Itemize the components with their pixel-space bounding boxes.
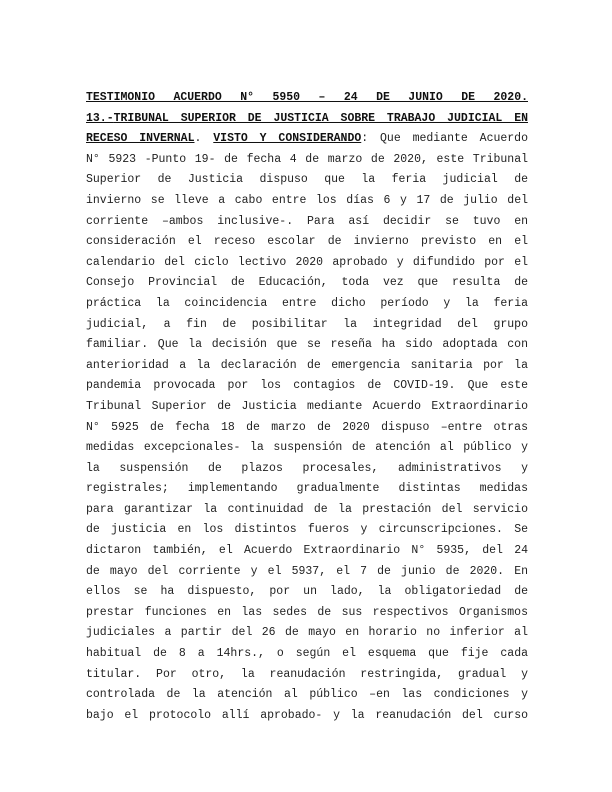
body-line: práctica la coincidencia entre dicho período y la feria [86, 296, 528, 310]
body-line: la suspensión de plazos procesales, administrativos y [86, 461, 528, 475]
body-line: ellos se ha dispuesto, por un lado, la obligatoriedad de [86, 585, 528, 599]
title-separator: . [194, 132, 214, 146]
body-line: pandemia provocada por los contagios de COVID-19. Que este [86, 379, 528, 393]
body-line: calendario del ciclo lectivo 2020 aprobado y difundido por el [86, 255, 528, 269]
visto-text: : Que mediante Acuerdo [361, 132, 528, 146]
agreement-title: TESTIMONIO ACUERDO N° 5950 – 24 DE JUNIO DE 2020. [86, 91, 528, 104]
body-line: dictaron también, el Acuerdo Extraordinario N° 5935, del 24 [86, 544, 528, 558]
body-line: invierno se lleve a cabo entre los días 6 y 17 de julio del [86, 193, 528, 207]
body-line: Tribunal Superior de Justicia mediante Acuerdo Extraordinario [86, 399, 528, 413]
body-line: habitual de 8 a 14hrs., o según el esquema que fije cada [86, 647, 528, 661]
body-line: bajo el protocolo allí aprobado- y la reanudación del curso [86, 708, 528, 722]
body-text [86, 150, 528, 727]
item-subject: TRIBUNAL SUPERIOR DE JUSTICIA SOBRE TRABAJO JUDICIAL EN [113, 111, 528, 125]
body-line: anterioridad a la declaración de emergencia sanitaria por la [86, 358, 528, 372]
item-number: 13.- [86, 111, 114, 125]
body-line: judicial, a fin de posibilitar la integridad del grupo [86, 317, 528, 331]
body-line: para garantizar la continuidad de la prestación del servicio [86, 502, 528, 516]
body-line: N° 5923 -Punto 19- de fecha 4 de marzo de 2020, este Tribunal [86, 152, 528, 166]
body-line: Consejo Provincial de Educación, toda vez que resulta de [86, 276, 528, 290]
title-line-1 [86, 88, 528, 109]
body-line: N° 5925 de fecha 18 de marzo de 2020 dispuso –entre otras [86, 420, 528, 434]
body-line: familiar. Que la decisión que se reseña ha sido adoptada con [86, 338, 528, 352]
body-line: consideración el receso escolar de invierno previsto en el [86, 235, 528, 249]
body-line: controlada de la atención al público –en las condiciones y [86, 688, 528, 702]
body-line: medidas excepcionales- la suspensión de atención al público y [86, 441, 528, 455]
body-line: titular. Por otro, la reanudación restringida, gradual y [86, 667, 528, 681]
item-subject-continued: RECESO INVERNAL [86, 132, 195, 146]
body-line: registrales; implementando gradualmente distintas medidas [86, 482, 528, 496]
body-line: judiciales a partir del 26 de mayo en horario no inferior al [86, 626, 528, 640]
document-page [86, 88, 528, 726]
body-line: de justicia en los distintos fueros y circunscripciones. Se [86, 523, 528, 537]
body-line: Superior de Justicia dispuso que la feria judicial de [86, 173, 528, 187]
title-line-2 [86, 109, 528, 130]
body-line: corriente –ambos inclusive-. Para así decidir se tuvo en [86, 214, 528, 228]
title-line-3 [86, 129, 528, 150]
visto-heading: VISTO Y CONSIDERANDO [213, 132, 362, 146]
body-line: de mayo del corriente y el 5937, el 7 de junio de 2020. En [86, 564, 528, 578]
body-line: prestar funciones en las sedes de sus respectivos Organismos [86, 605, 528, 619]
